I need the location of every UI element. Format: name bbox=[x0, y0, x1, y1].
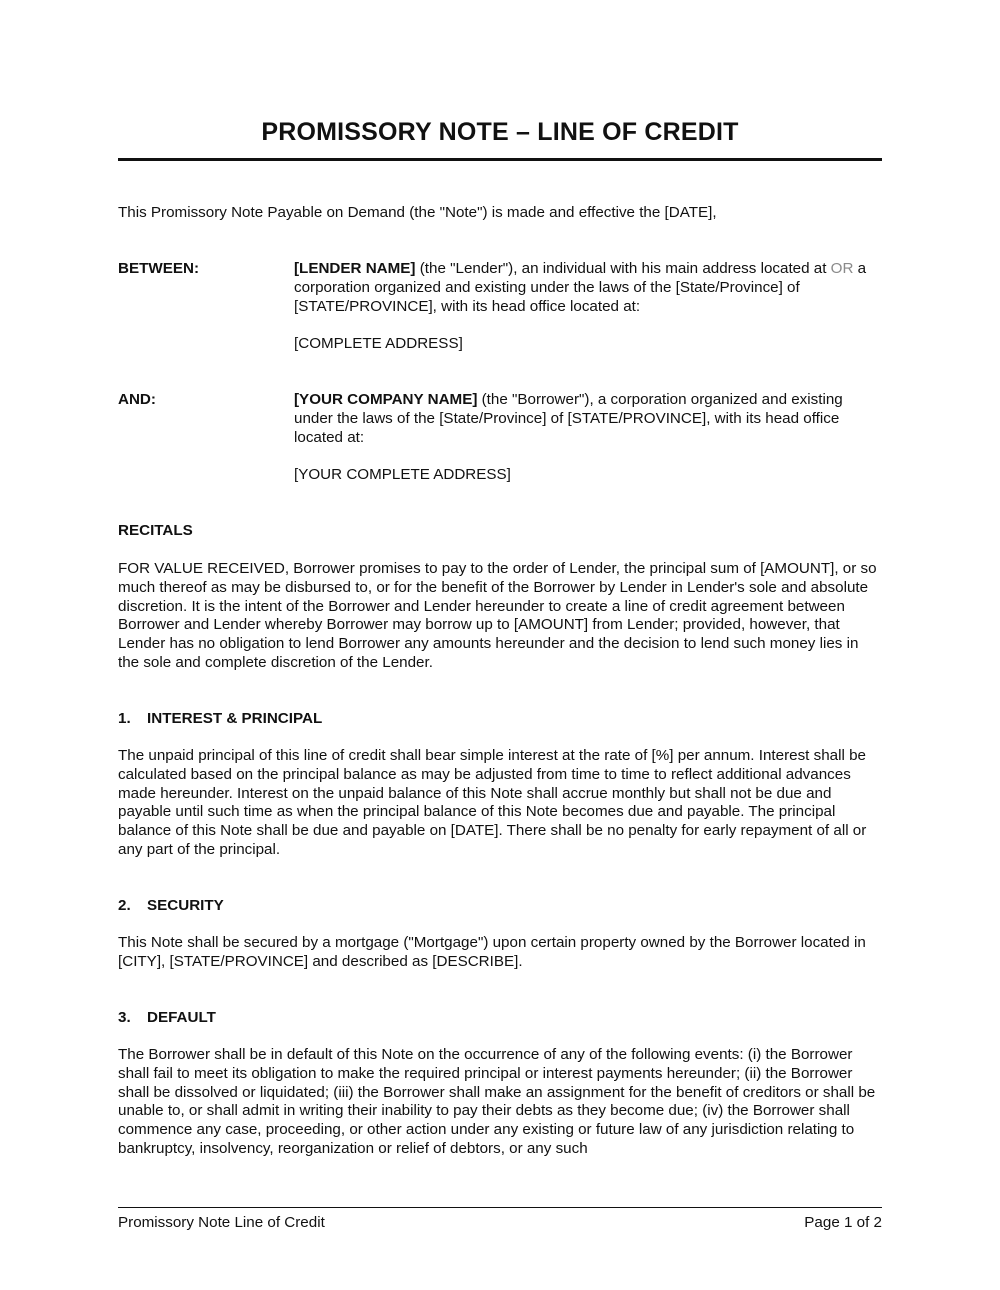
section-title: INTEREST & PRINCIPAL bbox=[147, 710, 323, 727]
borrower-text: (the "Borrower"), a corporation organized and existing under the laws of the [State/Province] of [STATE/PROVINCE], with its head office located at: bbox=[294, 391, 843, 446]
borrower-name: [YOUR COMPANY NAME] bbox=[294, 391, 478, 408]
lender-address: [COMPLETE ADDRESS] bbox=[294, 335, 463, 352]
borrower-address: [YOUR COMPLETE ADDRESS] bbox=[294, 466, 511, 483]
section-title: SECURITY bbox=[147, 897, 224, 914]
lender-text-2: a corporation organized and existing under the laws of the [State/Province] of [STATE/PROVINCE], with its head office located at: bbox=[294, 260, 867, 315]
title-divider bbox=[118, 158, 882, 161]
lender-text-1: (the "Lender"), an individual with his main address located at bbox=[415, 260, 831, 277]
section-body-security: This Note shall be secured by a mortgage ("Mortgage") upon certain property owned by the Borrower located in [CITY], [STATE/PROVINCE] and described as [DESCRIBE]. bbox=[118, 934, 866, 970]
borrower-paragraph bbox=[294, 391, 884, 447]
footer-divider bbox=[118, 1207, 882, 1208]
section-number: 2. bbox=[118, 897, 131, 914]
document-page bbox=[118, 0, 882, 1290]
section-body-interest: The unpaid principal of this line of credit shall bear simple interest at the rate of [%] per annum. Interest shall be calculated based on the principal balance as may be adjusted from time to time to reflect additional advances made hereunder. Interest on the unpaid balance of this Note shall accrue monthly but shall not be due and payable until such time as when the principal balance of this Note becomes due and payable. The principal balance of this Note shall be due and payable on [DATE]. There shall be no penalty for early repayment of all or any part of the principal. bbox=[118, 747, 867, 858]
section-heading-security bbox=[118, 897, 224, 916]
footer-document-name: Promissory Note Line of Credit bbox=[118, 1214, 325, 1231]
section-heading-default bbox=[118, 1009, 216, 1028]
section-title: DEFAULT bbox=[147, 1009, 216, 1026]
between-label: BETWEEN: bbox=[118, 260, 199, 277]
lender-paragraph bbox=[294, 260, 884, 316]
recitals-heading: RECITALS bbox=[118, 522, 193, 539]
document-title: PROMISSORY NOTE – LINE OF CREDIT bbox=[261, 118, 739, 146]
section-heading-interest bbox=[118, 710, 322, 729]
recitals-body: FOR VALUE RECEIVED, Borrower promises to pay to the order of Lender, the principal sum of [AMOUNT], or so much thereof as may be disbursed to, or for the benefit of the Borrower by Lender in Lender's sole and absolute discretion. It is the intent of the Borrower and Lender hereunder to create a line of credit agreement between Borrower and Lender whereby Borrower may borrow up to [AMOUNT] from Lender; provided, however, that Lender has no obligation to lend Borrower any amounts hereunder and the decision to lend such money lies in the sole and complete discretion of the Lender. bbox=[118, 560, 877, 671]
lender-name: [LENDER NAME] bbox=[294, 260, 416, 277]
or-word: OR bbox=[830, 260, 854, 277]
and-label: AND: bbox=[118, 391, 156, 408]
intro-paragraph: This Promissory Note Payable on Demand (the "Note") is made and effective the [DATE], bbox=[118, 204, 717, 221]
section-body-default: The Borrower shall be in default of this Note on the occurrence of any of the following events: (i) the Borrower shall fail to meet its obligation to make the required principal or interest payments hereunder; (ii) the Borrower shall be dissolved or liquidated; (iii) the Borrower shall make an assignment for the benefit of creditors or shall be unable to, or shall admit in writing their inability to pay their debts as they become due; (iv) the Borrower shall commence any case, proceeding, or other action under any existing or future law of any jurisdiction relating to bankruptcy, insolvency, reorganization or relief of debtors, or any such bbox=[118, 1046, 876, 1157]
section-number: 3. bbox=[118, 1009, 131, 1026]
footer-page-number: Page 1 of 2 bbox=[804, 1214, 882, 1231]
section-number: 1. bbox=[118, 710, 131, 727]
